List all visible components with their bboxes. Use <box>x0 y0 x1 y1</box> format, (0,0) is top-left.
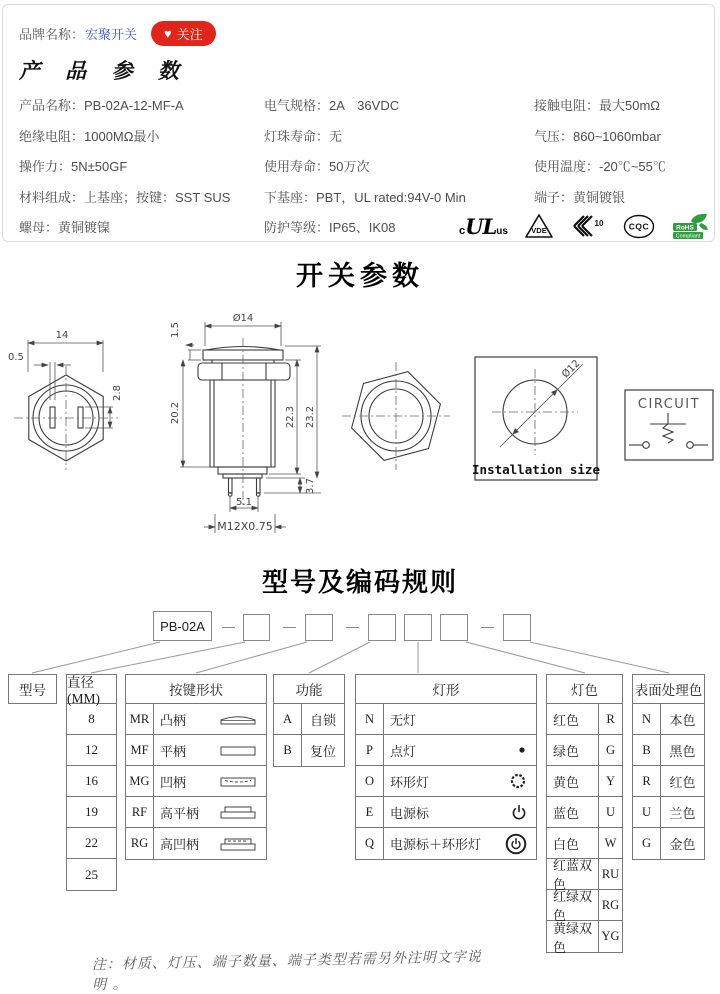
dim-0.5: 0.5 <box>8 352 24 363</box>
column-header: 直径(MM) <box>67 675 116 704</box>
column-header: 按键形状 <box>126 675 266 704</box>
table-row <box>547 890 622 921</box>
coding-box-lamp-color <box>440 614 468 641</box>
column-header: 灯形 <box>356 675 536 704</box>
brand-label: 品牌名称： <box>19 27 85 42</box>
table-row <box>126 797 266 828</box>
lamp-color-label: 黄绿双色 <box>553 920 593 955</box>
dim-22.3: 22.3 <box>285 405 296 429</box>
surface-label: 红色 <box>669 774 696 790</box>
installation-size-label: Installation size <box>472 462 600 477</box>
spec-cell: 螺母：黄铜镀镍 <box>19 220 111 235</box>
shape-label: 高凹柄 <box>160 837 200 852</box>
coding-dash <box>222 627 235 628</box>
brand-row <box>19 21 216 46</box>
diameter-value: 22 <box>85 835 98 850</box>
vde-icon <box>524 213 554 240</box>
lamp-code: Q <box>356 828 384 859</box>
product-params-card <box>2 4 715 242</box>
brand-name-link[interactable]: 宏聚开关 <box>85 27 138 42</box>
table-row <box>67 704 116 735</box>
power-icon <box>511 804 527 820</box>
rohs-icon <box>671 211 711 241</box>
shape-column <box>125 674 267 860</box>
spec-cell: 材料组成：上基座；按键：SST SUS <box>19 189 231 205</box>
column-header: 功能 <box>274 675 344 704</box>
column-header: 表面处理色 <box>633 675 704 704</box>
dim-20.2: 20.2 <box>170 401 181 425</box>
shape-label: 凹柄 <box>160 774 187 790</box>
table-row <box>126 766 266 797</box>
lamp-color-code: G <box>598 735 622 765</box>
surface-color-column <box>632 674 705 860</box>
table-row <box>633 766 704 797</box>
table-row <box>547 704 622 735</box>
product-params-title: 产 品 参 数 <box>19 58 188 83</box>
table-row <box>126 735 266 766</box>
coding-rules-title: 型号及编码规则 <box>261 567 458 597</box>
enec-icon <box>570 213 606 239</box>
lamp-color-label: 红绿双色 <box>553 889 593 923</box>
lamp-color-column <box>546 674 623 953</box>
spec-cell: 产品名称：PB-02A-12-MF-A <box>19 98 184 113</box>
surface-code: R <box>633 766 661 796</box>
table-row <box>356 797 536 828</box>
lamp-type-column <box>355 674 537 860</box>
lamp-code: O <box>356 766 384 796</box>
shape-label: 高平柄 <box>160 805 200 821</box>
lamp-color-label: 黄色 <box>553 774 580 790</box>
lamp-color-label: 白色 <box>553 836 580 852</box>
surface-code: N <box>633 704 661 734</box>
cul-us-icon <box>459 213 508 239</box>
lamp-color-label: 蓝色 <box>553 805 580 821</box>
table-row <box>547 735 622 766</box>
spec-cell: 下基座：PBT，UL rated:94V-0 Min <box>264 189 466 205</box>
dim-23.2: 23.2 <box>305 405 316 429</box>
table-row <box>633 735 704 766</box>
lamp-color-label: 红蓝双色 <box>553 858 593 892</box>
lamp-color-code: YG <box>598 921 622 952</box>
shape-code: MR <box>126 704 154 734</box>
shape-code: MG <box>126 766 154 796</box>
shape-label: 平柄 <box>160 743 187 759</box>
spec-cell: 接触电阻：最大50mΩ <box>534 98 661 113</box>
svg-text:Compliant: Compliant <box>675 233 701 240</box>
coding-box-shape <box>305 614 333 641</box>
lamp-color-code: Y <box>598 766 622 796</box>
lamp-color-code: W <box>598 828 622 858</box>
table-row <box>67 828 116 859</box>
lamp-color-code: RG <box>598 890 622 920</box>
surface-code: G <box>633 828 661 859</box>
diameter-value: 12 <box>85 742 98 757</box>
spec-cell: 使用温度：-20℃~55℃ <box>534 159 666 174</box>
lamp-code: P <box>356 735 384 765</box>
lamp-label: 点灯 <box>390 743 417 759</box>
surface-label: 黑色 <box>669 743 696 759</box>
dim-5.1: 5.1 <box>236 497 252 508</box>
svg-text:CQC: CQC <box>628 221 649 231</box>
diameter-value: 16 <box>85 773 98 788</box>
table-row <box>67 797 116 828</box>
diameter-value: 8 <box>88 711 95 726</box>
ring-icon <box>509 772 527 790</box>
function-label: 复位 <box>309 744 336 759</box>
spec-cell: 气压：860~1060mbar <box>534 128 661 144</box>
table-row <box>67 735 116 766</box>
dim-2.8: 2.8 <box>112 385 123 401</box>
svg-text:10: 10 <box>594 219 604 228</box>
table-row <box>274 704 344 735</box>
lamp-label: 无灯 <box>390 712 417 728</box>
coding-box-surface <box>503 614 531 641</box>
coding-connector-lines <box>0 641 720 674</box>
table-row <box>356 766 536 797</box>
installation-view <box>472 357 600 480</box>
circuit-view <box>625 390 713 460</box>
high-flat-cap-icon <box>219 804 257 820</box>
table-row <box>547 920 622 955</box>
surface-label: 本色 <box>669 712 696 728</box>
spec-cell: 防护等级：IP65、IK08 <box>264 220 396 235</box>
follow-button[interactable] <box>151 21 216 46</box>
switch-params-title: 开关参数 <box>296 261 424 291</box>
coding-box-diameter <box>243 614 270 641</box>
function-column <box>273 674 345 767</box>
coding-prefix-box: PB-02A <box>153 611 212 641</box>
lamp-color-label: 红色 <box>553 712 580 728</box>
circuit-label: CIRCUIT <box>637 397 701 412</box>
lamp-code: N <box>356 704 384 734</box>
table-row <box>633 797 704 828</box>
coding-box-function <box>368 614 396 641</box>
spec-cell: 灯珠寿命：无 <box>264 128 343 144</box>
diameter-value: 19 <box>85 804 98 819</box>
diameter-value: 25 <box>85 866 98 882</box>
table-row <box>356 704 536 735</box>
svg-text:VDE: VDE <box>531 225 547 235</box>
table-row <box>67 766 116 797</box>
table-row <box>356 735 536 766</box>
lamp-label: 电源标＋环形灯 <box>390 837 482 852</box>
table-row <box>126 704 266 735</box>
surface-code: B <box>633 735 661 765</box>
column-header: 型号 <box>19 683 46 698</box>
spec-cell: 端子：黄铜镀银 <box>534 189 626 205</box>
dim-thread: M12X0.75 <box>217 520 273 533</box>
function-code: B <box>274 735 302 766</box>
cert-text: us <box>496 225 508 237</box>
function-label: 自锁 <box>309 712 336 728</box>
shape-label: 凸柄 <box>160 712 187 728</box>
cert-text: c <box>459 224 466 237</box>
table-row <box>126 828 266 859</box>
table-row <box>547 766 622 797</box>
shape-code: RG <box>126 828 154 859</box>
table-row <box>274 735 344 766</box>
shape-code: MF <box>126 735 154 765</box>
diameter-column <box>66 674 117 891</box>
lamp-code: E <box>356 797 384 827</box>
power-ring-icon <box>505 833 527 855</box>
table-row <box>633 704 704 735</box>
svg-text:RoHS: RoHS <box>676 224 694 232</box>
technical-drawings <box>0 300 720 556</box>
column-header: 灯色 <box>547 675 622 704</box>
lamp-color-code: RU <box>598 859 622 889</box>
coding-dash <box>283 627 296 628</box>
lamp-color-code: R <box>598 704 622 734</box>
surface-label: 兰色 <box>669 805 696 821</box>
high-concave-cap-icon <box>219 836 257 852</box>
table-row <box>67 859 116 890</box>
surface-label: 金色 <box>669 837 696 852</box>
dim-14: 14 <box>55 330 69 341</box>
function-code: A <box>274 704 302 734</box>
flat-cap-icon <box>219 743 257 757</box>
surface-code: U <box>633 797 661 827</box>
cert-text: UL <box>465 213 497 239</box>
spec-cell: 操作力：5N±50GF <box>19 159 128 174</box>
table-row <box>356 828 536 859</box>
dim-install-dia: Ø12 <box>560 358 583 381</box>
coding-box-lamp <box>404 614 432 641</box>
model-column <box>8 674 57 704</box>
heart-icon: ♥ <box>164 26 172 41</box>
dim-3.7: 3.7 <box>305 478 316 494</box>
certification-row <box>459 209 711 243</box>
coding-dash <box>481 627 494 628</box>
lamp-color-code: U <box>598 797 622 827</box>
lamp-color-label: 绿色 <box>553 743 580 759</box>
lamp-label: 环形灯 <box>390 774 430 790</box>
handwritten-note: 注：材质、灯压、端子数量、端子类型若需另外注明文字说明 。 <box>91 949 482 994</box>
concave-cap-icon <box>219 774 257 788</box>
spec-cell: 使用寿命：50万次 <box>264 159 370 174</box>
dim-cap-dia: Ø14 <box>232 313 254 324</box>
follow-button-label: 关注 <box>176 27 203 42</box>
shape-code: RF <box>126 797 154 827</box>
dot-icon <box>517 745 527 755</box>
coding-dash <box>346 627 359 628</box>
table-row <box>547 797 622 828</box>
dim-1.5: 1.5 <box>170 322 181 338</box>
convex-cap-icon <box>219 712 257 726</box>
cqc-icon <box>623 214 655 239</box>
table-row <box>633 828 704 859</box>
spec-cell: 电气规格：2A 36VDC <box>264 98 400 113</box>
lamp-label: 电源标 <box>390 805 430 821</box>
spec-cell: 绝缘电阻：1000MΩ最小 <box>19 128 160 144</box>
